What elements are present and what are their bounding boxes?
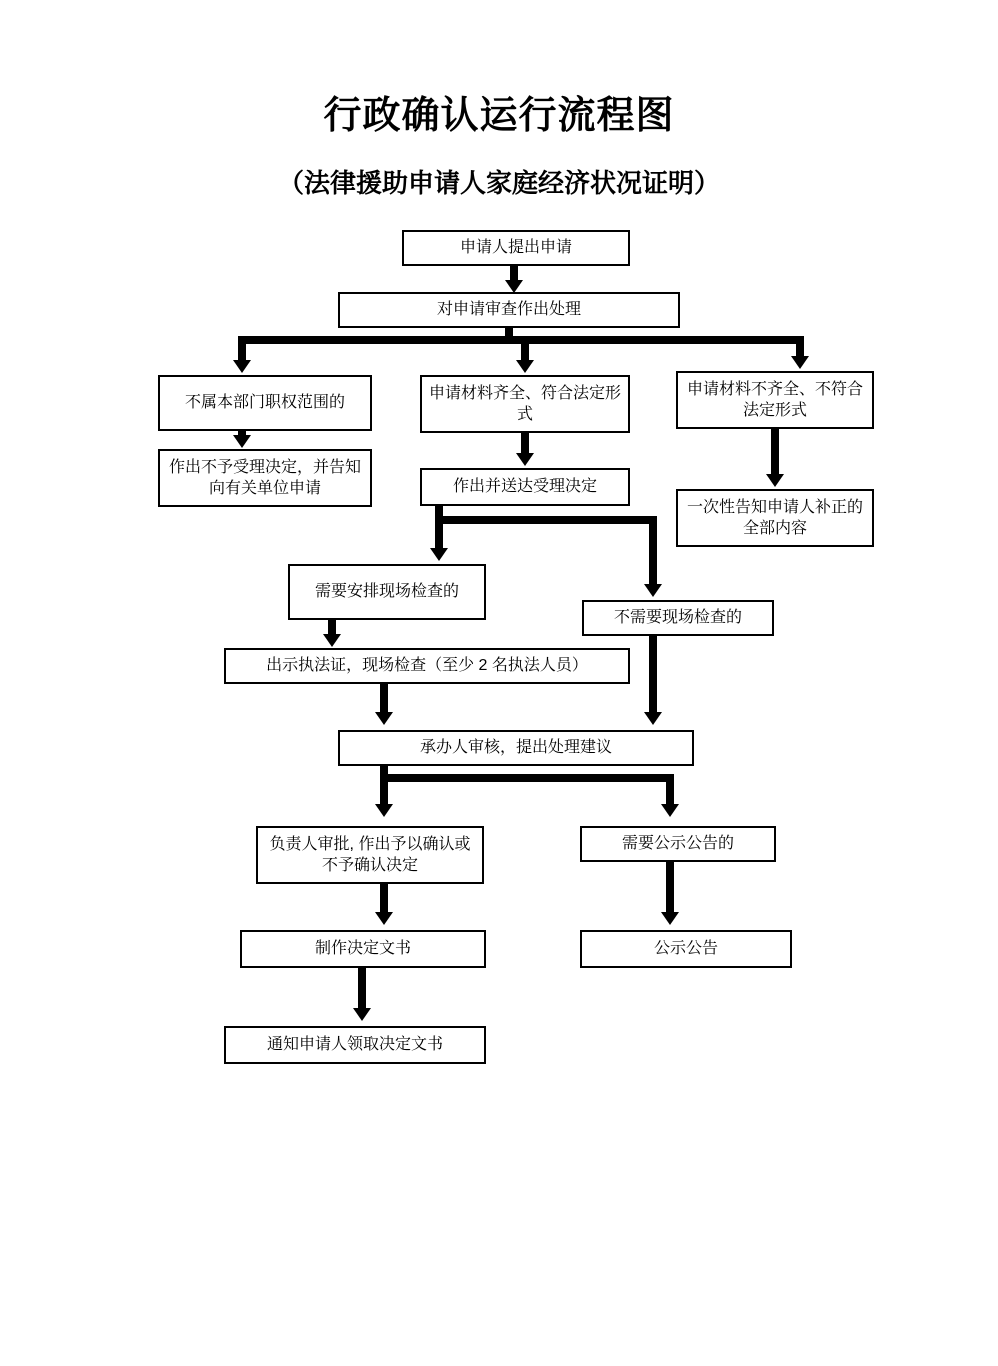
arrow-head-n2-n4 [516,360,534,373]
node-one-time-notice [676,489,874,547]
node-public-announcement [580,930,792,968]
arrow-head-n10-n12 [644,712,662,725]
node-issue-acceptance [420,468,630,506]
node-label: 不需要现场检查的 [613,609,742,627]
node-applicant-submit [402,230,630,266]
connector-n12-n13 [380,774,388,806]
node-label: 作出不予受理决定，并告知向有关单位申请 [168,458,361,497]
node-review-application [338,292,680,328]
connector-n2-n5 [796,336,804,358]
node-public-notice-needed [580,826,776,862]
node-label: 对申请审查作出处理 [436,301,581,319]
node-label: 承办人审核，提出处理建议 [419,739,612,757]
node-label: 通知申请人领取决定文书 [266,1036,443,1054]
node-notify-applicant [224,1026,486,1064]
connector-n14-n16 [666,862,674,916]
arrow-head-n3-n6 [233,435,251,448]
arrow-head-n5-n8 [766,474,784,487]
arrow-head-n12-n14 [661,804,679,817]
arrow-head-n2-n5 [791,356,809,369]
connector-n2-n3 [238,336,246,362]
connector-n4-n7 [521,433,529,455]
arrow-head-n12-n13 [375,804,393,817]
node-label: 申请材料齐全、符合法定形式 [428,384,621,423]
connector-n7-bus [435,516,657,524]
node-label: 不属本部门职权范围的 [184,394,345,412]
node-materials-incomplete [676,371,874,429]
arrow-head-n7-n9 [430,548,448,561]
connector-n15-n17 [358,968,366,1010]
connector-n12-bus [380,774,674,782]
node-reject-acceptance [158,449,372,507]
node-label: 制作决定文书 [314,940,411,958]
connector-n12-n14 [666,774,674,806]
arrow-head-n15-n17 [353,1008,371,1021]
node-label: 申请材料不齐全、不符合法定形式 [686,380,863,419]
node-label: 一次性告知申请人补正的全部内容 [686,498,863,537]
connector-n7-n10 [649,516,657,586]
node-handler-review [338,730,694,766]
arrow-head-n9-n11 [323,634,341,647]
node-prepare-decision-doc [240,930,486,968]
node-label: 需要安排现场检查的 [314,583,459,601]
arrow-head-n11-n12 [375,712,393,725]
node-materials-complete [420,375,630,433]
connector-n10-n12-vertical [649,636,657,714]
page-subtitle: （法律援助申请人家庭经济状况证明） [277,168,720,198]
arrow-head-n2-n3 [233,360,251,373]
page-title: 行政确认运行流程图 [323,95,675,137]
node-site-inspection-not-needed [582,600,774,636]
arrow-head-n14-n16 [661,912,679,925]
node-label: 公示公告 [653,940,718,958]
node-label: 申请人提出申请 [459,239,572,257]
node-label: 负责人审批, 作出予以确认或不予确认决定 [269,835,471,874]
node-show-credentials-inspect [224,648,630,684]
node-label: 作出并送达受理决定 [452,478,597,496]
node-label: 出示执法证，现场检查（至少 2 名执法人员） [266,657,588,675]
node-site-inspection-needed [288,564,486,620]
connector-n7-n9 [435,516,443,550]
connector-n11-n12 [380,684,388,714]
node-leader-approval [256,826,484,884]
arrow-head-n13-n15 [375,912,393,925]
arrow-head-n7-n10 [644,584,662,597]
arrow-head-n4-n7 [516,453,534,466]
node-label: 需要公示公告的 [621,835,734,853]
connector-n2-n4 [521,336,529,362]
connector-n5-n8 [771,429,779,475]
node-out-of-scope [158,375,372,431]
